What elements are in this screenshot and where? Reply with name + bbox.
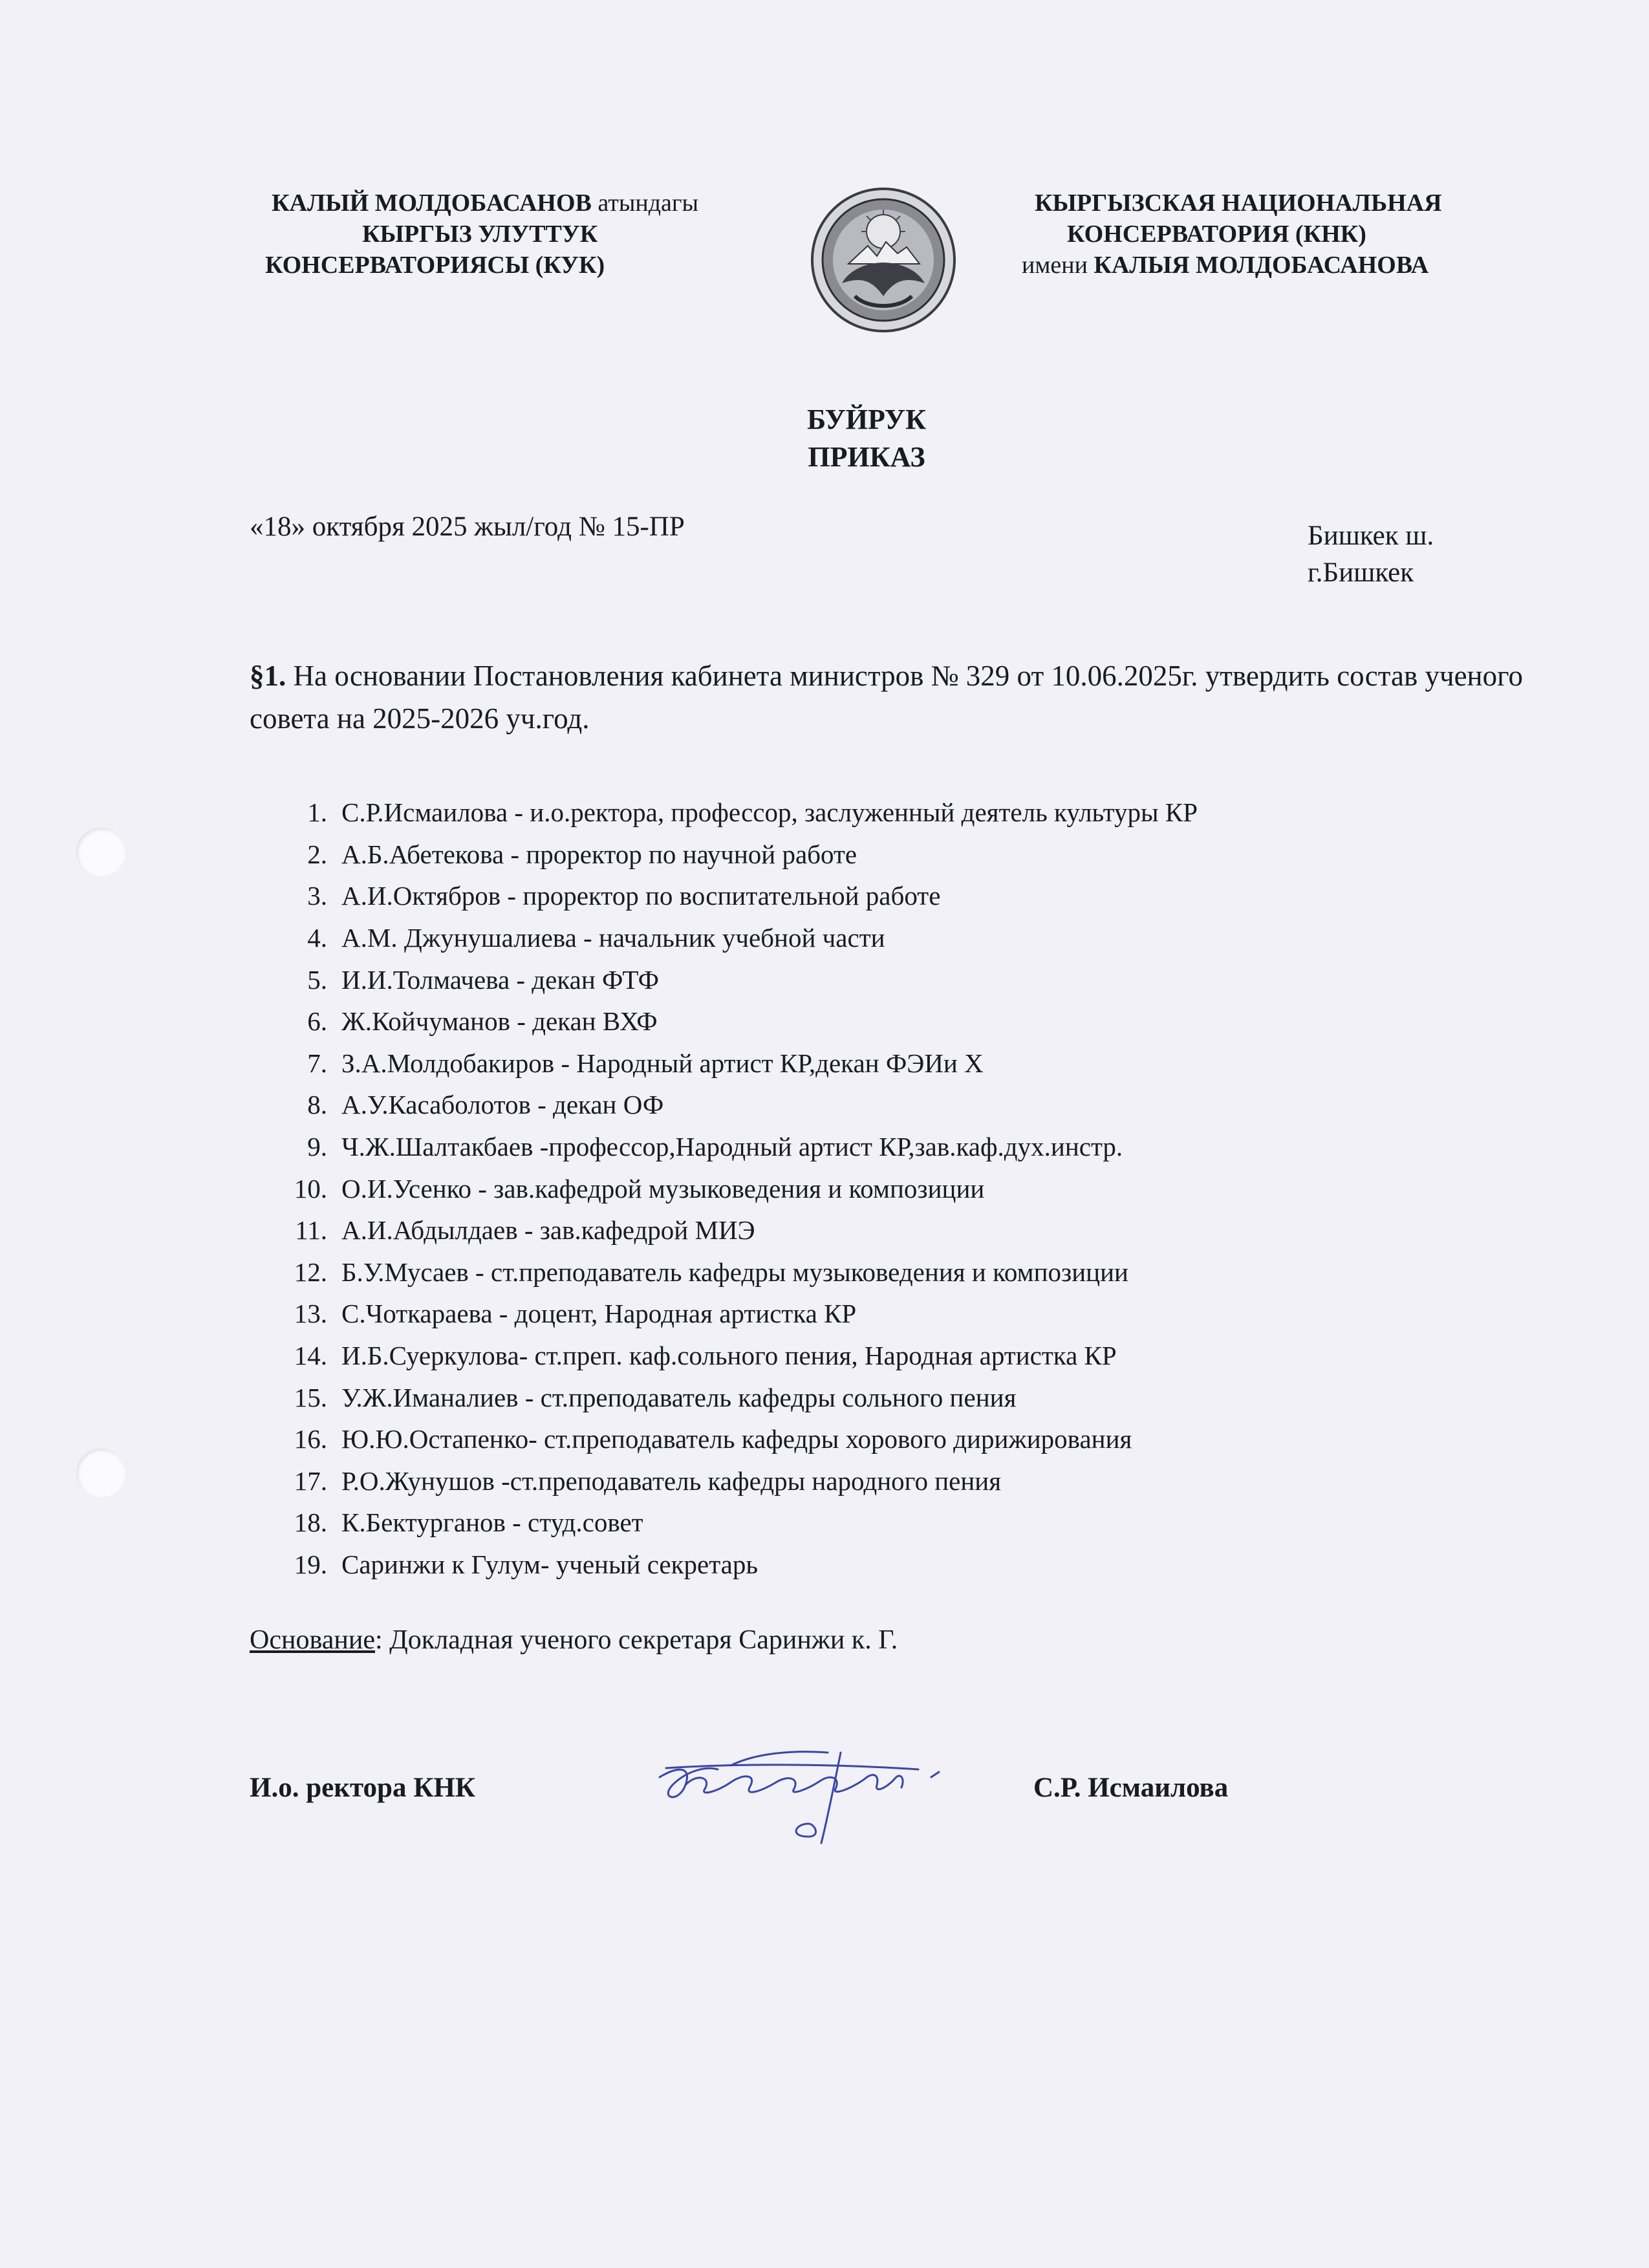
list-item: 19. Саринжи к Гулум- ученый секретарь [294, 1549, 759, 1579]
list-item: 2. А.Б.Абетекова - проректор по научной работе [307, 839, 857, 869]
city-kyrgyz: Бишкек ш. [1308, 521, 1434, 551]
list-item: 5. И.И.Толмачева - декан ФТФ [307, 964, 659, 995]
document-title [0, 401, 1649, 476]
title-kyrgyz: БУЙРУК [806, 404, 927, 435]
list-item: 15. У.Ж.Иманалиев - ст.преподаватель кафедры сольного пения [294, 1382, 1017, 1412]
list-item: 16. Ю.Ю.Остапенко- ст.преподаватель кафедры хорового дирижирования [294, 1424, 1132, 1454]
list-item: 14. И.Б.Суеркулова- ст.преп. каф.сольного пения, Народная артистка КР [294, 1341, 1117, 1371]
header-left-line3: КОНСЕРВАТОРИЯСЫ (КУК) [265, 252, 605, 279]
kyrgyz-state-emblem-icon [810, 186, 957, 334]
handwritten-signature-icon [647, 1727, 957, 1856]
basis-label: Основание [250, 1625, 375, 1655]
city-russian: г.Бишкек [1308, 557, 1414, 588]
list-item: 9. Ч.Ж.Шалтакбаев -профессор,Народный артист КР,зав.каф.дух.инстр. [307, 1132, 1123, 1162]
list-item: 10. О.И.Усенко - зав.кафедрой музыковедения и композиции [294, 1173, 985, 1204]
list-item: 13. С.Чоткараева - доцент, Народная артистка КР [294, 1299, 857, 1329]
list-item: 4. А.М. Джунушалиева - начальник учебной части [307, 923, 885, 953]
header-left-line1: КАЛЫЙ МОЛДОБАСАНОВ атындагы [272, 189, 699, 217]
basis-line [250, 1625, 898, 1656]
order-date-number: «18» октября 2025 жыл/год № 15-ПР [250, 512, 685, 542]
order-paragraph [250, 654, 1530, 740]
list-item: 1. С.Р.Исмаилова - и.о.ректора, профессор, заслуженный деятель культуры КР [307, 797, 1198, 828]
list-item: 12. Б.У.Мусаев - ст.преподаватель кафедры музыковедения и композиции [294, 1257, 1128, 1287]
header-right-line1: КЫРГЫЗСКАЯ НАЦИОНАЛЬНАЯ [1035, 189, 1442, 217]
header-right-line3: имени КАЛЫЯ МОЛДОБАСАНОВА [1022, 252, 1429, 279]
list-item: 17. Р.О.Жунушов -ст.преподаватель кафедры народного пения [294, 1465, 1002, 1496]
title-russian: ПРИКАЗ [808, 441, 925, 473]
paragraph-text: На основании Постановления кабинета министров № 329 от 10.06.2025г. утвердить состав ученого совета на 2025-2026 уч.год. [250, 660, 1523, 735]
header-right-line2: КОНСЕРВАТОРИЯ (КНК) [1067, 221, 1366, 248]
punch-hole [76, 1449, 125, 1498]
header-left-kyrgyz [265, 188, 776, 281]
list-item: 3. А.И.Октябров - проректор по воспитательной работе [307, 881, 941, 911]
header-right-russian [1022, 188, 1552, 281]
signatory-name: С.Р. Исмаилова [1033, 1773, 1229, 1803]
list-item: 8. А.У.Касаболотов - декан ОФ [307, 1090, 664, 1120]
paragraph-marker: §1. [250, 660, 286, 692]
punch-hole [76, 828, 125, 877]
list-item: 18. К.Бектурганов - студ.совет [294, 1507, 643, 1538]
basis-text: : Докладная ученого секретаря Саринжи к. Г. [374, 1625, 898, 1655]
list-item: 7. З.А.Молдобакиров - Народный артист КР,декан ФЭИи Х [307, 1048, 984, 1078]
city [1308, 517, 1434, 591]
list-item: 6. Ж.Койчуманов - декан ВХФ [307, 1006, 658, 1037]
header-left-line2: КЫРГЫЗ УЛУТТУК [362, 221, 598, 248]
list-item: 11. А.И.Абдылдаев - зав.кафедрой МИЭ [295, 1215, 755, 1246]
signatory-role: И.о. ректора КНК [250, 1773, 475, 1803]
council-member-list [250, 792, 1478, 1585]
